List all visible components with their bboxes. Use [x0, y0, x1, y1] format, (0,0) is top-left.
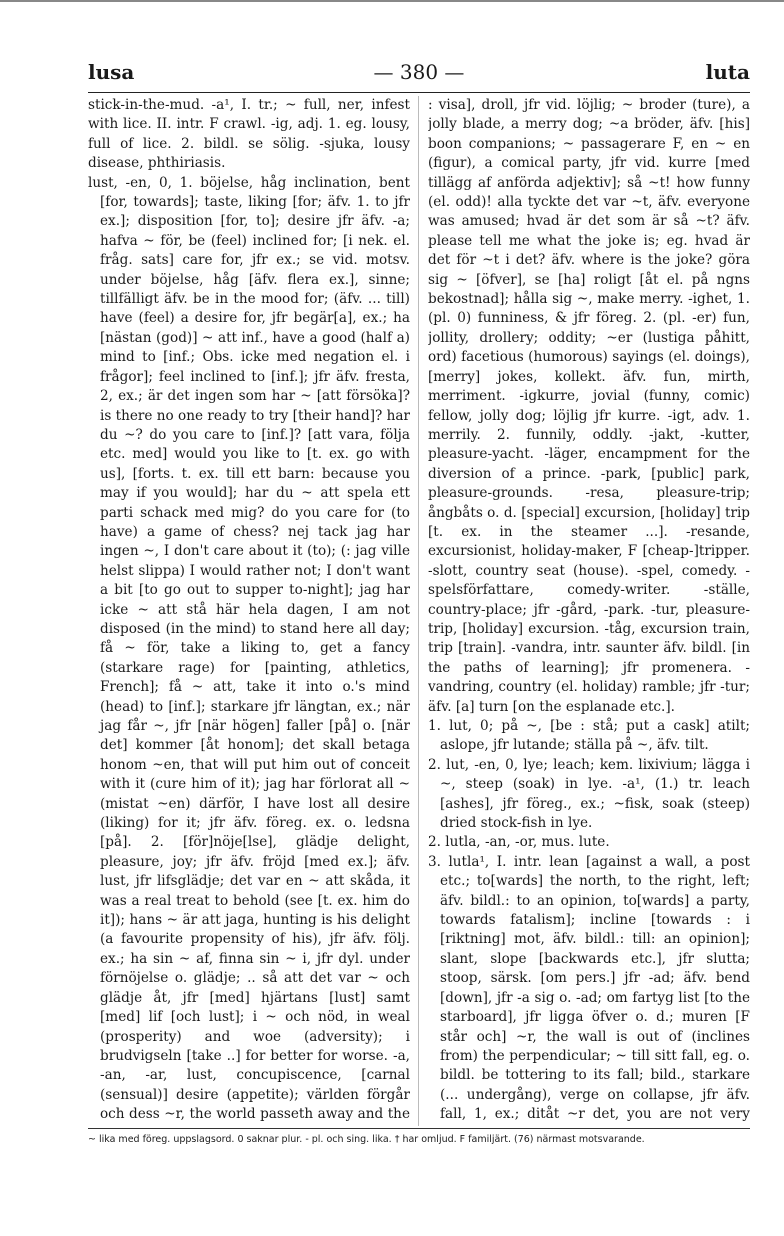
dictionary-entry: 2. lut, -en, 0, lye; leach; kem. lixivium; lägga i ~, steep (soak) in lye. -a¹, (1.) tr. leach [ashes], jfr föreg., ex.; ~fisk, soak (steep) dried stock-fish in lye. — [428, 756, 750, 832]
header-rule — [88, 92, 750, 93]
right-guide-word: luta — [705, 60, 750, 84]
left-column — [88, 96, 410, 1124]
dictionary-entry: 2. lutla, -an, -or, mus. lute. — [428, 834, 610, 851]
dictionary-entry: 3. lutla¹, I. intr. lean [against a wall, a post etc.; to[wards] the north, to the right, left; äfv. bildl.: to an opinion, to[wards] a party, towards fatalism]; incline [towards : i [riktning] mot, äfv. bildl.: till: an opinion]; slant, slope [backwards etc.], jfr slutta; stoop, särsk. [om pers.] jfr -ad; äfv. bend [down], jfr -a sig o. -ad; om fartyg list [to the starboard], jfr ligga öfver o. d.; muren [F står och] ~r, the wall is out of (inclines from) the perpendicular; ~ till sitt fall, eg. o. bildl. be tottering to its fall; bild., starkare (... undergång), verge on collapse, jfr äfv. fall, 1, ex.; ditåt ~r det, you are not very — [428, 853, 750, 1123]
footer-rule — [88, 1128, 750, 1129]
page-top-edge — [0, 0, 784, 2]
right-column — [428, 96, 750, 1124]
left-guide-word: lusa — [88, 60, 135, 84]
dictionary-entry: 1. lut, 0; på ~, [be : stå; put a cask] atilt; aslope, jfr lutande; ställa på ~, äfv. tilt. — [428, 718, 750, 754]
column-divider — [418, 96, 419, 1126]
dictionary-entry: lust, -en, 0, 1. böjelse, håg inclination, bent [for, towards]; taste, liking [for; äfv. 1. to jfr ex.]; disposition [for, to]; desire jfr äfv. -a; hafva ~ för, be (feel) inclined for; [i nek. el. fråg. sats] care for, jfr ex.; se vid. motsv. under böjelse, håg [äfv. flera ex.], sinne; tillfälligt äfv. be in the mood for; (äfv. ... till) have (feel) a desire for, jfr begär[a], ex.; ha [nästan (god)] ~ att inf., have a good (half a) mind to [inf.; Obs. icke med negation el. i frågor]; feel inclined to [inf.]; jfr äfv. fresta, 2, ex.; är det ingen som har ~ [att försöka]? is there no one ready to try [their hand]? har du ~? do you care to [inf.]? [att vara, följa etc. med] would you like to [t. ex. go with us], [forts. t. ex. till ett barn: because you may if you would]; har du ~ att spela ett parti schack med mig? do you care for (to have) a game of chess? nej tack jag har ingen ~, I don't care about it (to); (: jag ville helst slippa) I would rather not; I don't want a bit [to go out to supper to-night]; jag har icke ~ att stå här hela dagen, I am not disposed (in the mind) to stand here all day; få ~ för, take a liking to, get a fancy (starkare rage) for [painting, athletics, French]; få ~ att, take it into o.'s mind (head) to [inf.]; starkare jfr längtan, ex.; när jag får ~, jfr [när högen] faller [på] o. [när det] kommer [åt honom]; det skall betaga honom ~en, that will put him out of conceit with it (cure him of it); jag har förlorat all ~ (mistat ~en) därför, I have lost all desire (liking) for it; jfr äfv. föreg. ex. o. ledsna [på]. 2. [för]nöje[lse], glädje delight, pleasure, joy; jfr äfv. fröjd [med ex.]; äfv. lust, jfr lifsglädje; det var en ~ att skåda, it was a real treat to behold (see [t. ex. him do it]); hans ~ är att jaga, hunting is his delight (a favourite propensity of his), jfr äfv. följ. ex.; ha sin ~ af, finna sin ~ i, jfr dyl. under förnöjelse o. glädje; .. så att det var ~ och glädje åt, jfr [med] hjärtans [lust] samt [med] lif [och lust]; i ~ och nöd, in weal (prosperity) and woe (adversity); i brudvigseln [take ..] for better for worse. -a, -an, -ar, lust, concupiscence, [carnal (sensual)] desire (appetite); världen förgår och dess ~r, the world passeth away and the — [88, 174, 410, 1123]
dictionary-entry: stick-in-the-mud. -a¹, I. tr.; ~ full, ner, infest with lice. II. intr. F crawl. -ig, adj. 1. eg. lousy, full of lice. 2. bildl. se sölig. -sjuka, lousy disease, phthiriasis. — [88, 97, 410, 172]
dictionary-entry: : visa], droll, jfr vid. löjlig; ~ broder (ture), a jolly blade, a merry dog; ~a bröder, äfv. [his] boon companions; ~ passagerare F, en ~ en (figur), a comical party, jfr vid. kurre [med tillägg af anförda adjektiv]; så ~t! how funny (el. odd)! alla tyckte det var ~t, äfv. everyone was amused; hvad är det som är så ~t? äfv. please tell me what the joke is; eg. hvad är det för ~t i det? äfv. where is the joke? göra sig ~ [öfver], se [ha] roligt [åt el. på ngns bekostnad]; hålla sig ~, make merry. -ighet, 1. (pl. 0) funniness, & jfr föreg. 2. (pl. -er) fun, jollity, drollery; oddity; ~er (lustiga påhitt, ord) facetious (humorous) sayings (el. doings), [merry] jokes, kollekt. äfv. fun, mirth, merriment. -igkurre, jovial (funny, comic) fellow, jolly dog; löjlig jfr kurre. -igt, adv. 1. merrily. 2. funnily, oddly. -jakt, -kutter, pleasure-yacht. -läger, encampment for the diversion of a prince. -park, [public] park, pleasure-grounds. -resa, pleasure-trip; ångbåts o. d. [special] excursion, [holiday] trip [t. ex. in the steamer ...]. -resande, excursionist, holiday-maker, F [cheap-]tripper. -slott, country seat (house). -spel, comedy. -spelsförfattare, comedy-writer. -ställe, country-place; jfr -gård, -park. -tur, pleasure-trip, [holiday] excursion. -tåg, excursion train, trip [train]. -vandra, intr. saunter äfv. bildl. [in the paths of learning]; jfr promenera. -vandring, country (el. holiday) ramble; jfr -tur; äfv. [a] turn [on the esplanade etc.]. — [428, 97, 750, 715]
page-header — [88, 56, 750, 90]
footer-legend: ~ lika med föreg. uppslagsord. 0 saknar plur. - pl. och sing. lika. † har omljud. F familjärt. (76) närmast motsvarande. — [88, 1134, 645, 1145]
page-number: — 380 — — [373, 60, 465, 84]
